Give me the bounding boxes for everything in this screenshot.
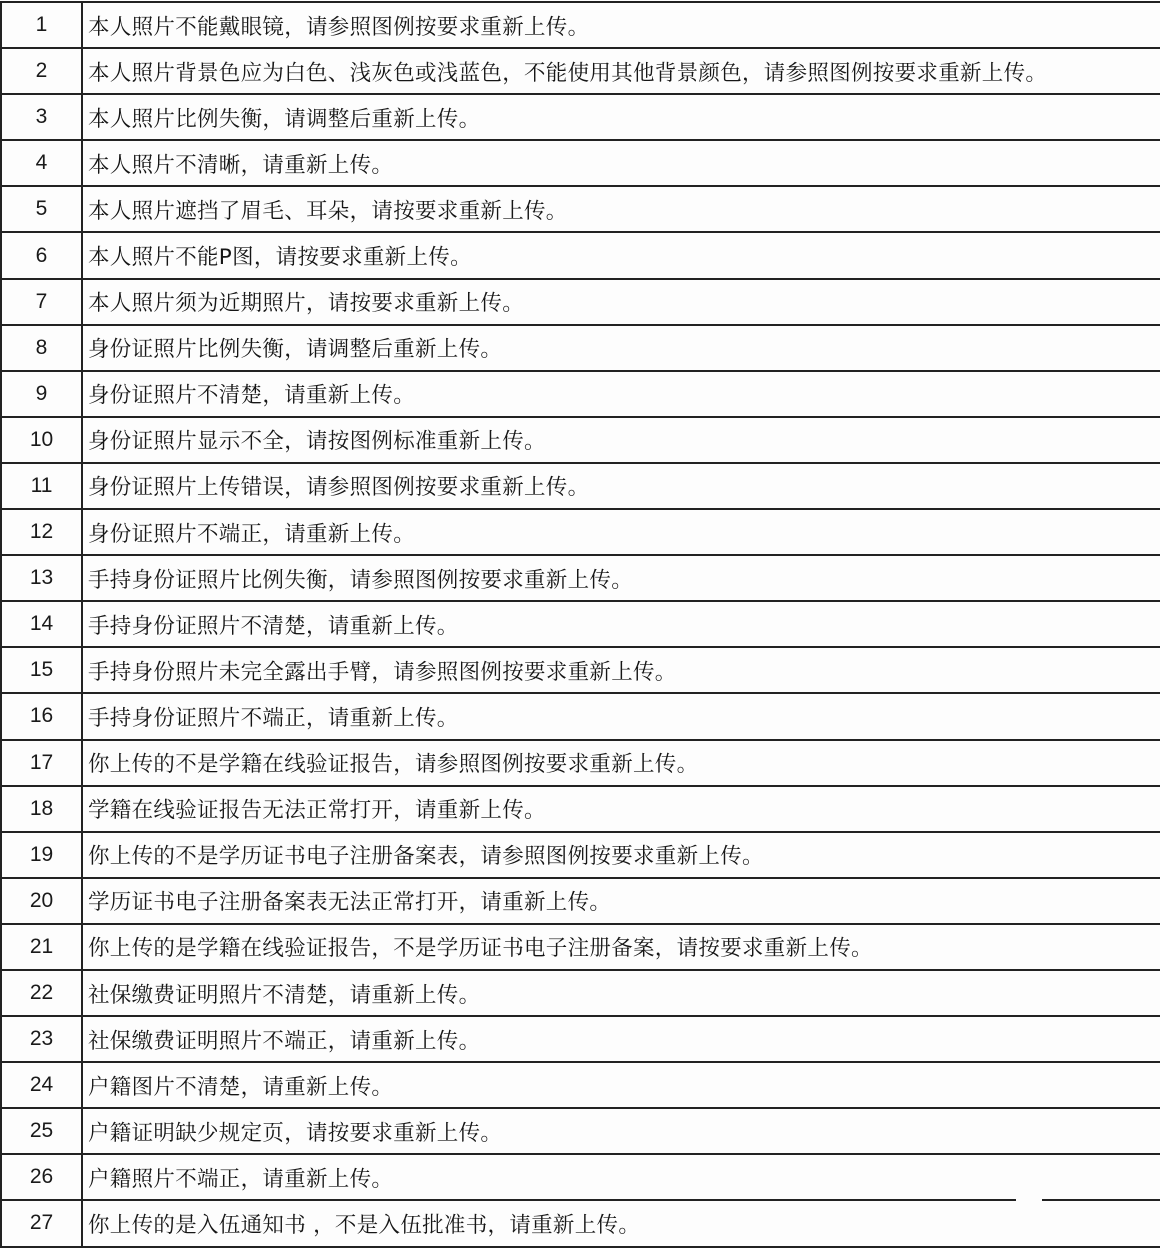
table-row: [2, 464, 1160, 510]
table-row: [2, 1063, 1160, 1109]
table-row: [2, 602, 1160, 648]
row-text: 社保缴费证明照片不清楚，请重新上传。: [88, 982, 481, 1008]
row-text: 你上传的不是学历证书电子注册备案表，请参照图例按要求重新上传。: [88, 844, 764, 870]
row-number: 8: [2, 326, 83, 370]
table-row: [2, 141, 1160, 187]
row-number: 14: [2, 602, 83, 646]
table-row: [2, 187, 1160, 233]
row-number: 10: [2, 418, 83, 462]
table-row: [2, 648, 1160, 694]
row-text: 本人照片背景色应为白色、浅灰色或浅蓝色，不能使用其他背景颜色，请参照图例按要求重新上传。: [88, 60, 1048, 86]
row-text: 社保缴费证明照片不端正，请重新上传。: [88, 1028, 481, 1054]
table-row: [2, 694, 1160, 740]
table-row: [2, 280, 1160, 326]
table-row: [2, 49, 1160, 95]
row-text: 你上传的是入伍通知书 ，不是入伍批准书，请重新上传。: [88, 1212, 641, 1238]
row-text: 学历证书电子注册备案表无法正常打开，请重新上传。: [88, 890, 612, 916]
row-number: 18: [2, 787, 83, 831]
row-number: 27: [2, 1201, 83, 1245]
row-text: 户籍照片不端正，请重新上传。: [88, 1166, 394, 1192]
row-number: 15: [2, 648, 83, 692]
table-row: [2, 787, 1160, 833]
row-text: 你上传的不是学籍在线验证报告，请参照图例按要求重新上传。: [88, 752, 699, 778]
table-row: [2, 1201, 1160, 1247]
table-row: [2, 879, 1160, 925]
table-row: [2, 1017, 1160, 1063]
table-row: [2, 233, 1160, 279]
row-text: 本人照片比例失衡，请调整后重新上传。: [88, 106, 481, 132]
row-number: 9: [2, 372, 83, 416]
table-row: [2, 510, 1160, 556]
table-row: [2, 326, 1160, 372]
row-text: 你上传的是学籍在线验证报告，不是学历证书电子注册备案，请按要求重新上传。: [88, 936, 873, 962]
row-number: 22: [2, 971, 83, 1015]
row-number: 24: [2, 1063, 83, 1107]
row-number: 5: [2, 187, 83, 231]
row-text: 身份证照片比例失衡，请调整后重新上传。: [88, 337, 503, 363]
row-text: 身份证照片不端正，请重新上传。: [88, 521, 416, 547]
table-row: [2, 971, 1160, 1017]
table-row: [2, 95, 1160, 141]
row-number: 25: [2, 1109, 83, 1153]
row-number: 20: [2, 879, 83, 923]
row-number: 6: [2, 233, 83, 277]
row-number: 1: [2, 3, 83, 47]
row-number: 4: [2, 141, 83, 185]
row-number: 26: [2, 1155, 83, 1199]
table-row: [2, 418, 1160, 464]
row-text: 身份证照片上传错误，请参照图例按要求重新上传。: [88, 475, 590, 501]
row-number: 11: [2, 464, 83, 508]
row-number: 7: [2, 280, 83, 324]
table-row: [2, 556, 1160, 602]
row-text: 手持身份照片未完全露出手臂，请参照图例按要求重新上传。: [88, 659, 677, 685]
row-text: 本人照片不能P图，请按要求重新上传。: [88, 245, 472, 271]
row-number: 19: [2, 833, 83, 877]
row-number: 3: [2, 95, 83, 139]
row-text: 本人照片须为近期照片，请按要求重新上传。: [88, 291, 525, 317]
table-row: [2, 1155, 1160, 1201]
row-number: 17: [2, 741, 83, 785]
row-number: 21: [2, 925, 83, 969]
row-number: 2: [2, 49, 83, 93]
row-text: 身份证照片不清楚，请重新上传。: [88, 383, 416, 409]
row-text: 本人照片不能戴眼镜，请参照图例按要求重新上传。: [88, 14, 590, 40]
row-text: 身份证照片显示不全，请按图例标准重新上传。: [88, 429, 546, 455]
table-row: [2, 925, 1160, 971]
row-number: 12: [2, 510, 83, 554]
row-number: 16: [2, 694, 83, 738]
row-text: 本人照片遮挡了眉毛、耳朵，请按要求重新上传。: [88, 198, 568, 224]
row-text: 手持身份证照片不端正，请重新上传。: [88, 705, 459, 731]
row-text: 户籍证明缺少规定页，请按要求重新上传。: [88, 1120, 503, 1146]
table-row: [2, 741, 1160, 787]
table-row: [2, 3, 1160, 49]
row-number: 23: [2, 1017, 83, 1061]
row-text: 手持身份证照片不清楚，请重新上传。: [88, 613, 459, 639]
table-row: [2, 833, 1160, 879]
row-text: 本人照片不清晰，请重新上传。: [88, 152, 394, 178]
rejection-reasons-table: [0, 1, 1160, 1248]
table-row: [2, 372, 1160, 418]
row-text: 学籍在线验证报告无法正常打开，请重新上传。: [88, 798, 546, 824]
row-text: 手持身份证照片比例失衡，请参照图例按要求重新上传。: [88, 567, 634, 593]
row-text: 户籍图片不清楚，请重新上传。: [88, 1074, 394, 1100]
table-row: [2, 1109, 1160, 1155]
row-number: 13: [2, 556, 83, 600]
